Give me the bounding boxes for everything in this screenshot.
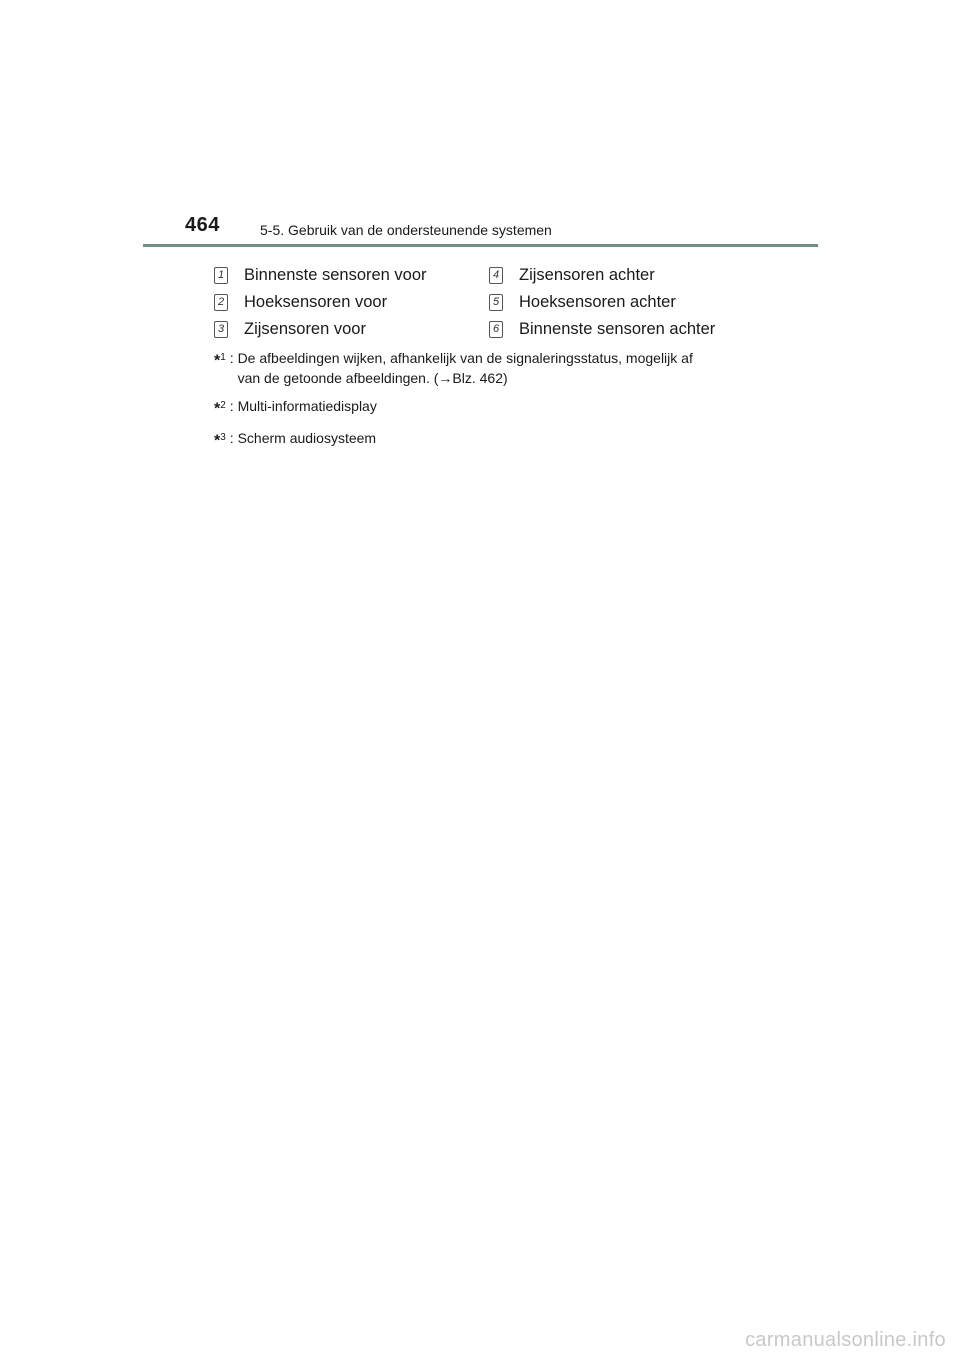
legend-item [214,266,489,285]
footnote-text: : Multi-informatiedisplay [229,398,377,414]
legend-item [489,293,774,312]
header-rule [143,244,818,247]
number-badge-icon: 6 [489,321,503,338]
watermark: carmanualsonline.info [745,1329,946,1351]
footnote-line2-text: van de getoonde afbeeldingen. ( [237,370,439,386]
legend-item [214,293,489,312]
number-badge-icon: 4 [489,267,503,284]
legend-label: Binnenste sensoren voor [244,266,427,284]
number-badge-icon: 2 [214,294,228,311]
footnote-2 [214,396,774,420]
arrow-right-icon: → [438,370,453,386]
footnote-text: : Scherm audiosysteem [229,429,377,446]
legend-row [214,316,774,343]
number-badge-icon: 5 [489,294,503,311]
footnote-3 [214,428,774,452]
footnote-marker [214,428,226,452]
footnote-number: 3 [220,431,226,443]
legend-label: Zijsensoren achter [519,266,655,284]
legend-label: Zijsensoren voor [244,320,366,338]
footnote-line1: : De afbeeldingen wijken, afhankelijk van de signaleringsstatus, mogelijk af [229,350,693,366]
footnote-number: 2 [220,400,226,411]
number-badge-icon: 3 [214,321,228,338]
legend-row [214,262,774,289]
asterisk-icon: * [214,432,221,450]
page-number: 464 [185,214,220,236]
legend-label: Binnenste sensoren achter [519,320,716,338]
legend-label: Hoeksensoren voor [244,293,388,311]
section-title: 5-5. Gebruik van de ondersteunende systemen [260,222,552,238]
footnote-marker [214,396,226,420]
footnotes [214,348,774,459]
footnote-line2 [230,368,693,388]
footnote-number: 1 [220,352,226,363]
footnote-marker [214,348,226,388]
legend-item [214,320,489,339]
footnote-1 [214,348,774,388]
asterisk-icon: * [214,352,221,370]
legend [214,262,774,343]
footnote-text [226,348,693,388]
legend-label: Hoeksensoren achter [519,293,676,311]
asterisk-icon: * [214,400,221,418]
page-reference-link[interactable]: Blz. 462) [452,370,508,386]
number-badge-icon: 1 [214,267,228,284]
legend-row [214,289,774,316]
legend-item [489,320,774,339]
legend-item [489,266,774,285]
